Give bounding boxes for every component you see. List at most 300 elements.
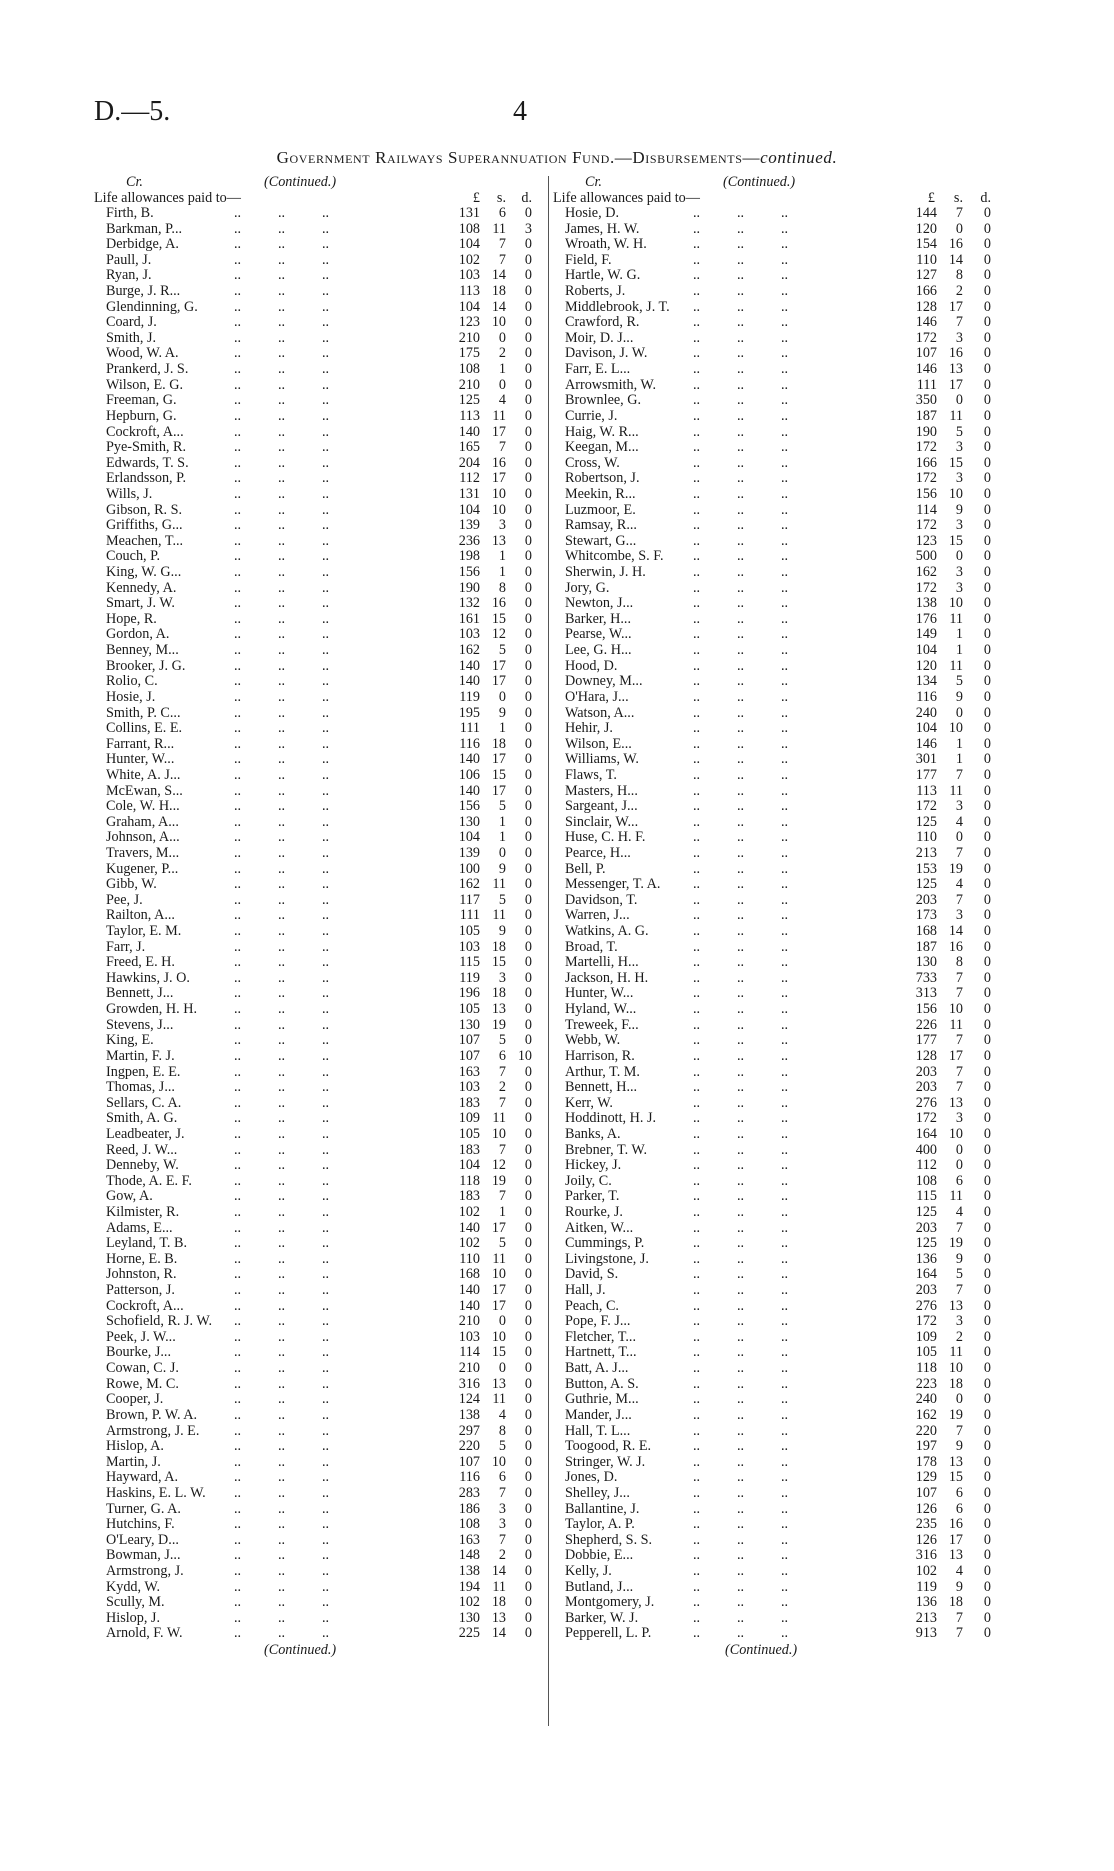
pensioner-name: Adams, E... — [106, 1219, 173, 1236]
amount-shillings: 11 — [492, 1578, 506, 1595]
pensioner-name: Arnold, F. W. — [106, 1625, 183, 1642]
table-row — [553, 940, 1001, 956]
pensioner-name: Hickey, J. — [565, 1157, 622, 1174]
amount-pounds: 139 — [458, 844, 480, 861]
amount-shillings: 3 — [955, 1313, 963, 1330]
pensioner-name: Davidson, T. — [565, 891, 638, 908]
amount-pence: 0 — [983, 392, 991, 409]
amount-shillings: 7 — [955, 314, 963, 331]
leader-dots: .. — [737, 1172, 745, 1189]
pensioner-name: Jones, D. — [565, 1469, 618, 1486]
pensioner-name: Smith, P. C... — [106, 704, 181, 721]
pensioner-name: Webb, W. — [565, 1032, 621, 1049]
leader-dots: .. — [234, 470, 242, 487]
amount-pence: 0 — [983, 610, 991, 627]
pence-unit: d. — [521, 190, 532, 206]
leader-dots: .. — [234, 1438, 242, 1455]
leader-dots: .. — [322, 1547, 330, 1564]
amount-shillings: 0 — [498, 1313, 506, 1330]
pensioner-name: Downey, M... — [565, 673, 643, 690]
amount-shillings: 16 — [491, 454, 506, 471]
pensioner-name: Hartle, W. G. — [565, 267, 641, 284]
pensioner-name: Martelli, H... — [565, 954, 639, 971]
leader-dots: .. — [234, 876, 242, 893]
leader-dots: .. — [737, 267, 745, 284]
leader-dots: .. — [322, 1391, 330, 1408]
amount-pounds: 131 — [458, 485, 480, 502]
amount-pence: 0 — [524, 205, 532, 221]
amount-pence: 0 — [524, 1094, 532, 1111]
leader-dots: .. — [781, 1188, 789, 1205]
leader-dots: .. — [737, 407, 745, 424]
pensioner-name: Gibb, W. — [106, 876, 157, 893]
pensioner-name: Cross, W. — [565, 454, 620, 471]
amount-pence: 0 — [524, 564, 532, 581]
leader-dots: .. — [737, 829, 745, 846]
table-row — [553, 1252, 1001, 1268]
pensioner-name: Moir, D. J... — [565, 329, 634, 346]
amount-pounds: 164 — [915, 1125, 937, 1142]
amount-shillings: 1 — [498, 1204, 506, 1220]
table-row — [553, 643, 1001, 659]
amount-shillings: 2 — [498, 1079, 506, 1096]
amount-pence: 0 — [524, 876, 532, 893]
table-row — [553, 378, 1001, 394]
amount-shillings: 7 — [498, 1063, 506, 1080]
leader-dots: .. — [781, 813, 789, 830]
table-row — [94, 471, 542, 487]
leader-dots: .. — [737, 969, 745, 986]
amount-pence: 0 — [524, 1219, 532, 1236]
pensioner-name: Roberts, J. — [565, 283, 626, 300]
amount-shillings: 5 — [498, 798, 506, 815]
leader-dots: .. — [234, 704, 242, 721]
table-row — [553, 1626, 1001, 1642]
leader-dots: .. — [737, 1594, 745, 1611]
amount-shillings: 3 — [955, 907, 963, 924]
amount-pounds: 113 — [459, 407, 480, 424]
table-row — [94, 487, 542, 503]
pensioner-name: Griffiths, G... — [106, 517, 183, 534]
amount-shillings: 11 — [949, 1344, 963, 1361]
leader-dots: .. — [322, 1563, 330, 1580]
table-row — [553, 1283, 1001, 1299]
leader-dots: .. — [322, 1453, 330, 1470]
leader-dots: .. — [322, 1438, 330, 1455]
leader-dots: .. — [737, 704, 745, 721]
leader-dots: .. — [737, 1422, 745, 1439]
pensioner-name: O'Leary, D... — [106, 1531, 179, 1548]
amount-shillings: 1 — [955, 626, 963, 643]
leader-dots: .. — [278, 548, 286, 565]
amount-pounds: 149 — [915, 626, 937, 643]
leader-dots: .. — [693, 907, 701, 924]
leader-dots: .. — [234, 1594, 242, 1611]
pensioner-name: Dobbie, E... — [565, 1547, 634, 1564]
pensioner-name: Sinclair, W... — [565, 813, 639, 830]
amount-pounds: 140 — [458, 423, 480, 440]
amount-shillings: 7 — [955, 1063, 963, 1080]
pensioner-name: Hosie, J. — [106, 688, 156, 705]
leader-dots: .. — [322, 938, 330, 955]
amount-shillings: 10 — [948, 1360, 963, 1377]
amount-pounds: 220 — [458, 1438, 480, 1455]
amount-shillings: 17 — [491, 782, 506, 799]
amount-pence: 0 — [524, 1422, 532, 1439]
amount-shillings: 5 — [955, 1266, 963, 1283]
pensioner-name: Butland, J... — [565, 1578, 634, 1595]
pensioner-name: Burge, J. R... — [106, 283, 181, 300]
amount-pounds: 140 — [458, 1297, 480, 1314]
leader-dots: .. — [693, 1250, 701, 1267]
pensioner-name: Brooker, J. G. — [106, 657, 186, 674]
leader-dots: .. — [278, 751, 286, 768]
pensioner-name: Brebner, T. W. — [565, 1141, 648, 1158]
amount-pence: 0 — [524, 1531, 532, 1548]
pensioner-name: Pye-Smith, R. — [106, 439, 187, 456]
pensioner-name: Hutchins, F. — [106, 1516, 175, 1533]
pensioner-name: Cole, W. H... — [106, 798, 180, 815]
amount-shillings: 15 — [491, 954, 506, 971]
leader-dots: .. — [278, 688, 286, 705]
amount-shillings: 0 — [498, 376, 506, 393]
amount-pence: 0 — [983, 938, 991, 955]
amount-shillings: 1 — [955, 735, 963, 752]
page-number: 4 — [513, 96, 527, 127]
table-row — [553, 565, 1001, 581]
leader-dots: .. — [278, 1157, 286, 1174]
amount-shillings: 6 — [955, 1500, 963, 1517]
amount-pence: 0 — [983, 985, 991, 1002]
leader-dots: .. — [781, 844, 789, 861]
leader-dots: .. — [693, 485, 701, 502]
leader-dots: .. — [781, 454, 789, 471]
amount-pence: 0 — [524, 407, 532, 424]
leader-dots: .. — [693, 813, 701, 830]
amount-pounds: 166 — [915, 283, 937, 300]
leader-dots: .. — [737, 345, 745, 362]
amount-pounds: 104 — [458, 501, 480, 518]
amount-pounds: 186 — [458, 1500, 480, 1517]
leader-dots: .. — [278, 1453, 286, 1470]
leader-dots: .. — [234, 610, 242, 627]
amount-pence: 0 — [983, 439, 991, 456]
leader-dots: .. — [737, 1266, 745, 1283]
leader-dots: .. — [322, 532, 330, 549]
amount-shillings: 9 — [498, 860, 506, 877]
leader-dots: .. — [737, 844, 745, 861]
table-row — [553, 893, 1001, 909]
table-row — [94, 1049, 542, 1065]
pensioner-name: Hartnett, T... — [565, 1344, 637, 1361]
amount-shillings: 15 — [491, 766, 506, 783]
leader-dots: .. — [322, 1110, 330, 1127]
pensioner-name: Railton, A... — [106, 907, 175, 924]
amount-pounds: 140 — [458, 673, 480, 690]
leader-dots: .. — [234, 1141, 242, 1158]
amount-shillings: 16 — [948, 938, 963, 955]
amount-pounds: 129 — [915, 1469, 937, 1486]
leader-dots: .. — [322, 1032, 330, 1049]
leader-dots: .. — [278, 1141, 286, 1158]
leader-dots: .. — [693, 1219, 701, 1236]
leader-dots: .. — [781, 236, 789, 253]
pensioner-name: Wood, W. A. — [106, 345, 179, 362]
amount-pence: 0 — [524, 1141, 532, 1158]
amount-pounds: 172 — [915, 329, 937, 346]
leader-dots: .. — [278, 907, 286, 924]
leader-dots: .. — [234, 1328, 242, 1345]
amount-pence: 0 — [983, 1594, 991, 1611]
leader-dots: .. — [234, 1250, 242, 1267]
pensioner-name: Taylor, A. P. — [565, 1516, 635, 1533]
amount-pence: 0 — [524, 1547, 532, 1564]
leader-dots: .. — [278, 657, 286, 674]
leader-dots: .. — [234, 844, 242, 861]
leader-dots: .. — [278, 595, 286, 612]
leader-dots: .. — [234, 688, 242, 705]
leader-dots: .. — [278, 1250, 286, 1267]
amount-shillings: 7 — [498, 1531, 506, 1548]
title-continued: continued. — [760, 148, 838, 167]
table-row — [94, 1267, 542, 1283]
column-header — [94, 174, 542, 190]
leader-dots: .. — [737, 720, 745, 737]
leader-dots: .. — [781, 1063, 789, 1080]
leader-dots: .. — [693, 548, 701, 565]
pensioner-name: Taylor, E. M. — [106, 923, 182, 940]
table-row — [94, 643, 542, 659]
leader-dots: .. — [278, 1375, 286, 1392]
amount-pounds: 125 — [915, 1204, 937, 1220]
leader-dots: .. — [278, 314, 286, 331]
leader-dots: .. — [322, 1313, 330, 1330]
leader-dots: .. — [781, 1110, 789, 1127]
leader-dots: .. — [737, 1016, 745, 1033]
amount-shillings: 7 — [955, 1079, 963, 1096]
pensioner-name: Cockroft, A... — [106, 1297, 184, 1314]
leader-dots: .. — [278, 1047, 286, 1064]
leader-dots: .. — [693, 236, 701, 253]
amount-shillings: 9 — [498, 923, 506, 940]
amount-shillings: 0 — [955, 220, 963, 237]
leader-dots: .. — [737, 1094, 745, 1111]
amount-pounds: 103 — [458, 1328, 480, 1345]
leader-dots: .. — [781, 610, 789, 627]
leader-dots: .. — [278, 1360, 286, 1377]
table-row — [94, 1283, 542, 1299]
column-subheader — [553, 190, 1001, 206]
amount-pounds: 350 — [915, 392, 937, 409]
amount-shillings: 13 — [948, 1547, 963, 1564]
table-row — [553, 690, 1001, 706]
amount-pounds: 172 — [915, 470, 937, 487]
table-row — [94, 799, 542, 815]
pensioner-name: Farr, J. — [106, 938, 146, 955]
table-row — [553, 1158, 1001, 1174]
leader-dots: .. — [322, 1594, 330, 1611]
amount-pounds: 130 — [458, 813, 480, 830]
table-row — [553, 877, 1001, 893]
pensioner-name: Shepherd, S. S. — [565, 1531, 653, 1548]
table-row — [94, 1548, 542, 1564]
leader-dots: .. — [781, 1204, 789, 1220]
pensioner-name: Shelley, J... — [565, 1484, 630, 1501]
leader-dots: .. — [278, 1094, 286, 1111]
amount-pounds: 190 — [915, 423, 937, 440]
amount-pence: 0 — [524, 1484, 532, 1501]
leader-dots: .. — [278, 1484, 286, 1501]
pounds-unit: £ — [927, 190, 935, 206]
leader-dots: .. — [322, 283, 330, 300]
table-row — [553, 346, 1001, 362]
amount-pounds: 203 — [915, 1219, 937, 1236]
table-row — [94, 1096, 542, 1112]
amount-pence: 0 — [983, 1422, 991, 1439]
table-row — [553, 503, 1001, 519]
leader-dots: .. — [234, 1578, 242, 1595]
pensioner-name: Ryan, J. — [106, 267, 152, 284]
pensioner-name: Gordon, A. — [106, 626, 170, 643]
amount-pounds: 226 — [915, 1016, 937, 1033]
pensioner-name: Armstrong, J. — [106, 1563, 184, 1580]
leader-dots: .. — [693, 267, 701, 284]
leader-dots: .. — [234, 860, 242, 877]
amount-pounds: 105 — [458, 1125, 480, 1142]
pensioner-name: Barker, W. J. — [565, 1609, 639, 1626]
leader-dots: .. — [234, 532, 242, 549]
pensioner-name: Gow, A. — [106, 1188, 153, 1205]
pensioner-name: Thomas, J... — [106, 1079, 175, 1096]
leader-dots: .. — [278, 1438, 286, 1455]
leader-dots: .. — [322, 735, 330, 752]
amount-pence: 0 — [983, 454, 991, 471]
leader-dots: .. — [322, 1578, 330, 1595]
pensioner-name: Edwards, T. S. — [106, 454, 189, 471]
amount-pence: 0 — [524, 1282, 532, 1299]
allowances-label: Life allowances paid to— — [553, 190, 700, 206]
leader-dots: .. — [693, 1609, 701, 1626]
amount-shillings: 6 — [498, 1047, 506, 1064]
amount-pence: 0 — [524, 1001, 532, 1018]
leader-dots: .. — [278, 392, 286, 409]
amount-shillings: 3 — [955, 439, 963, 456]
leader-dots: .. — [322, 969, 330, 986]
amount-pence: 0 — [524, 298, 532, 315]
amount-shillings: 17 — [948, 376, 963, 393]
table-row — [553, 1611, 1001, 1627]
pensioner-name: Brown, P. W. A. — [106, 1406, 198, 1423]
table-row — [94, 425, 542, 441]
amount-shillings: 0 — [955, 704, 963, 721]
amount-pounds: 128 — [915, 1047, 937, 1064]
amount-pence: 0 — [983, 1484, 991, 1501]
leader-dots: .. — [693, 657, 701, 674]
leader-dots: .. — [278, 1594, 286, 1611]
table-row — [553, 971, 1001, 987]
leader-dots: .. — [737, 1391, 745, 1408]
amount-pence: 0 — [524, 1406, 532, 1423]
leader-dots: .. — [693, 314, 701, 331]
leader-dots: .. — [781, 907, 789, 924]
amount-pounds: 276 — [915, 1094, 937, 1111]
leader-dots: .. — [781, 1219, 789, 1236]
pensioner-name: Rourke, J. — [565, 1204, 623, 1220]
amount-shillings: 9 — [955, 1438, 963, 1455]
amount-pounds: 109 — [458, 1110, 480, 1127]
amount-shillings: 10 — [491, 485, 506, 502]
leader-dots: .. — [737, 688, 745, 705]
amount-shillings: 18 — [491, 283, 506, 300]
leader-dots: .. — [693, 766, 701, 783]
leader-dots: .. — [322, 1375, 330, 1392]
amount-pence: 0 — [983, 1125, 991, 1142]
table-row — [94, 612, 542, 628]
leader-dots: .. — [234, 642, 242, 659]
leader-dots: .. — [781, 1469, 789, 1486]
amount-pounds: 108 — [915, 1172, 937, 1189]
pensioner-name: Hyland, W... — [565, 1001, 637, 1018]
leader-dots: .. — [693, 969, 701, 986]
leader-dots: .. — [234, 205, 242, 221]
leader-dots: .. — [234, 1422, 242, 1439]
amount-pounds: 113 — [916, 782, 937, 799]
amount-pence: 0 — [983, 1563, 991, 1580]
leader-dots: .. — [737, 1157, 745, 1174]
amount-pence: 0 — [524, 251, 532, 268]
leader-dots: .. — [781, 1282, 789, 1299]
pensioner-name: Kerr, W. — [565, 1094, 613, 1111]
amount-shillings: 3 — [955, 517, 963, 534]
leader-dots: .. — [322, 704, 330, 721]
leader-dots: .. — [278, 1328, 286, 1345]
leader-dots: .. — [322, 1516, 330, 1533]
leader-dots: .. — [781, 298, 789, 315]
amount-pence: 0 — [983, 1016, 991, 1033]
table-row — [94, 721, 542, 737]
amount-pence: 0 — [524, 595, 532, 612]
leader-dots: .. — [278, 329, 286, 346]
amount-shillings: 14 — [491, 298, 506, 315]
amount-pounds: 156 — [458, 798, 480, 815]
pensioner-name: Cowan, C. J. — [106, 1360, 179, 1377]
leader-dots: .. — [693, 735, 701, 752]
table-row — [553, 253, 1001, 269]
amount-pence: 0 — [524, 314, 532, 331]
leader-dots: .. — [693, 298, 701, 315]
amount-shillings: 13 — [491, 1375, 506, 1392]
pensioner-name: Messenger, T. A. — [565, 876, 661, 893]
amount-pounds: 153 — [915, 860, 937, 877]
amount-shillings: 15 — [491, 1344, 506, 1361]
leader-dots: .. — [781, 376, 789, 393]
amount-pounds: 106 — [458, 766, 480, 783]
leader-dots: .. — [322, 564, 330, 581]
amount-pence: 0 — [524, 1157, 532, 1174]
table-row — [553, 1595, 1001, 1611]
leader-dots: .. — [737, 1578, 745, 1595]
amount-pence: 10 — [517, 1047, 532, 1064]
amount-shillings: 18 — [491, 985, 506, 1002]
amount-pence: 0 — [983, 1079, 991, 1096]
amount-shillings: 14 — [491, 1563, 506, 1580]
amount-pence: 0 — [983, 1204, 991, 1220]
leader-dots: .. — [737, 501, 745, 518]
leader-dots: .. — [693, 1406, 701, 1423]
leader-dots: .. — [322, 813, 330, 830]
shillings-unit: s. — [953, 190, 963, 206]
leader-dots: .. — [781, 1016, 789, 1033]
